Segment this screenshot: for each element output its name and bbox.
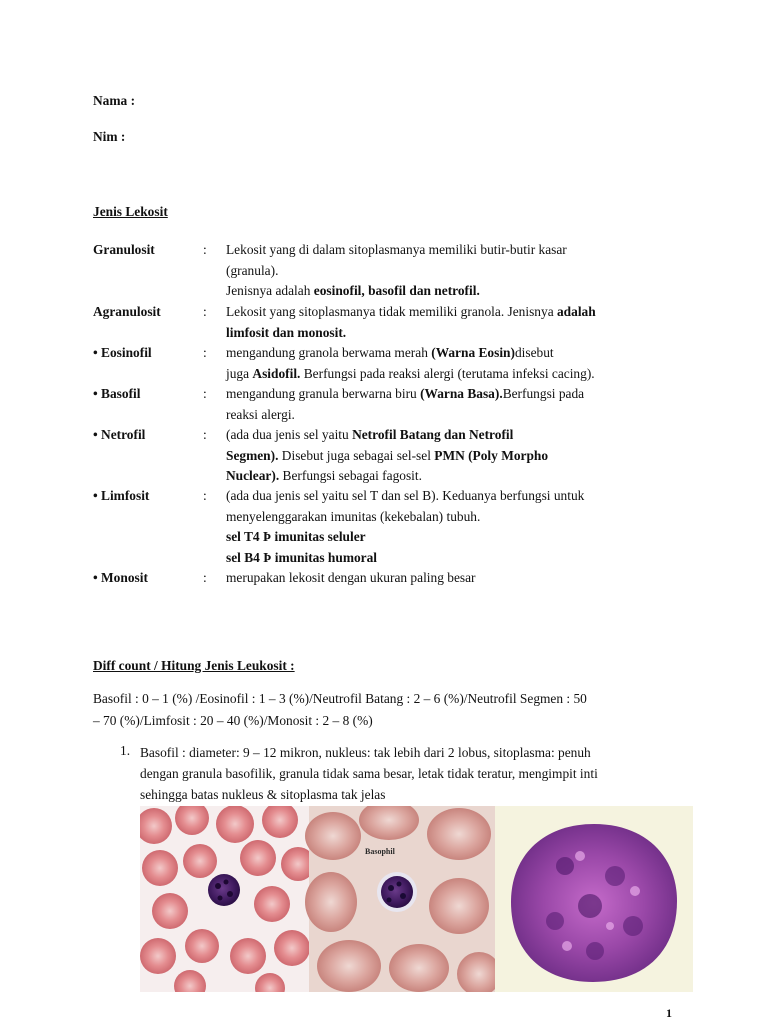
definition-granulosit: Lekosit yang di dalam sitoplasmanya memiliki butir-butir kasar (granula). Jenisnya adalah eosinofil, basofil dan netrofil.: [226, 242, 567, 298]
list-number: 1.: [120, 743, 131, 758]
definition-limfosit: (ada dua jenis sel yaitu sel T dan sel B). Keduanya berfungsi untuk menyelenggarakan imunitas (kekebalan) tubuh. sel T4 Þ imunitas seluler sel B4 Þ imunitas humoral: [226, 488, 585, 565]
colon: :: [203, 242, 207, 257]
colon: :: [203, 488, 207, 503]
nama-label: Nama :: [93, 93, 136, 108]
nim-label: Nim :: [93, 129, 126, 144]
term-netrofil: • Netrofil: [93, 427, 146, 442]
basophil-micrograph-3: [495, 806, 693, 992]
definition-agranulosit: Lekosit yang sitoplasmanya tidak memiliki granola. Jenisnya adalah limfosit dan monosit.: [226, 304, 596, 340]
term-agranulosit: Agranulosit: [93, 304, 161, 319]
definition-monosit: merupakan lekosit dengan ukuran paling besar: [226, 570, 476, 585]
section-title-diff-count: Diff count / Hitung Jenis Leukosit :: [93, 658, 295, 673]
basophil-label: Basophil: [365, 847, 395, 856]
term-limfosit: • Limfosit: [93, 488, 150, 503]
basophil-micrograph-2: [305, 806, 501, 992]
colon: :: [203, 386, 207, 401]
colon: :: [203, 570, 207, 585]
basophil-micrograph-1: [140, 806, 315, 992]
section-title-jenis-lekosit: Jenis Lekosit: [93, 204, 168, 219]
definition-eosinofil: mengandung granola berwama merah (Warna Eosin)disebut juga Asidofil. Berfungsi pada reaksi alergi (terutama infeksi cacing).: [226, 345, 595, 381]
diff-count-text: Basofil : 0 – 1 (%) /Eosinofil : 1 – 3 (%)/Neutrofil Batang : 2 – 6 (%)/Neutrofil Segmen : 50 – 70 (%)/Limfosit : 20 – 40 (%)/Monosit : 2 – 8 (%): [93, 691, 587, 728]
colon: :: [203, 345, 207, 360]
basophil-image-strip: [140, 806, 693, 992]
definition-netrofil: (ada dua jenis sel yaitu Netrofil Batang dan Netrofil Segmen). Disebut juga sebagai sel-sel PMN (Poly Morpho Nuclear). Berfungsi sebagai fagosit.: [226, 427, 549, 483]
page-number: 1: [666, 1006, 672, 1020]
definition-basofil: mengandung granula berwarna biru (Warna Basa).Berfungsi pada reaksi alergi.: [226, 386, 585, 422]
term-basofil: • Basofil: [93, 386, 141, 401]
term-eosinofil: • Eosinofil: [93, 345, 152, 360]
colon: :: [203, 427, 207, 442]
term-monosit: • Monosit: [93, 570, 148, 585]
list-item-basofil: Basofil : diameter: 9 – 12 mikron, nukleus: tak lebih dari 2 lobus, sitoplasma: penuh dengan granula basofilik, granula tidak sama besar, letak tidak teratur, mengimpit inti sehingga batas nukleus & sitoplasma tak jelas: [140, 745, 598, 802]
term-granulosit: Granulosit: [93, 242, 155, 257]
colon: :: [203, 304, 207, 319]
